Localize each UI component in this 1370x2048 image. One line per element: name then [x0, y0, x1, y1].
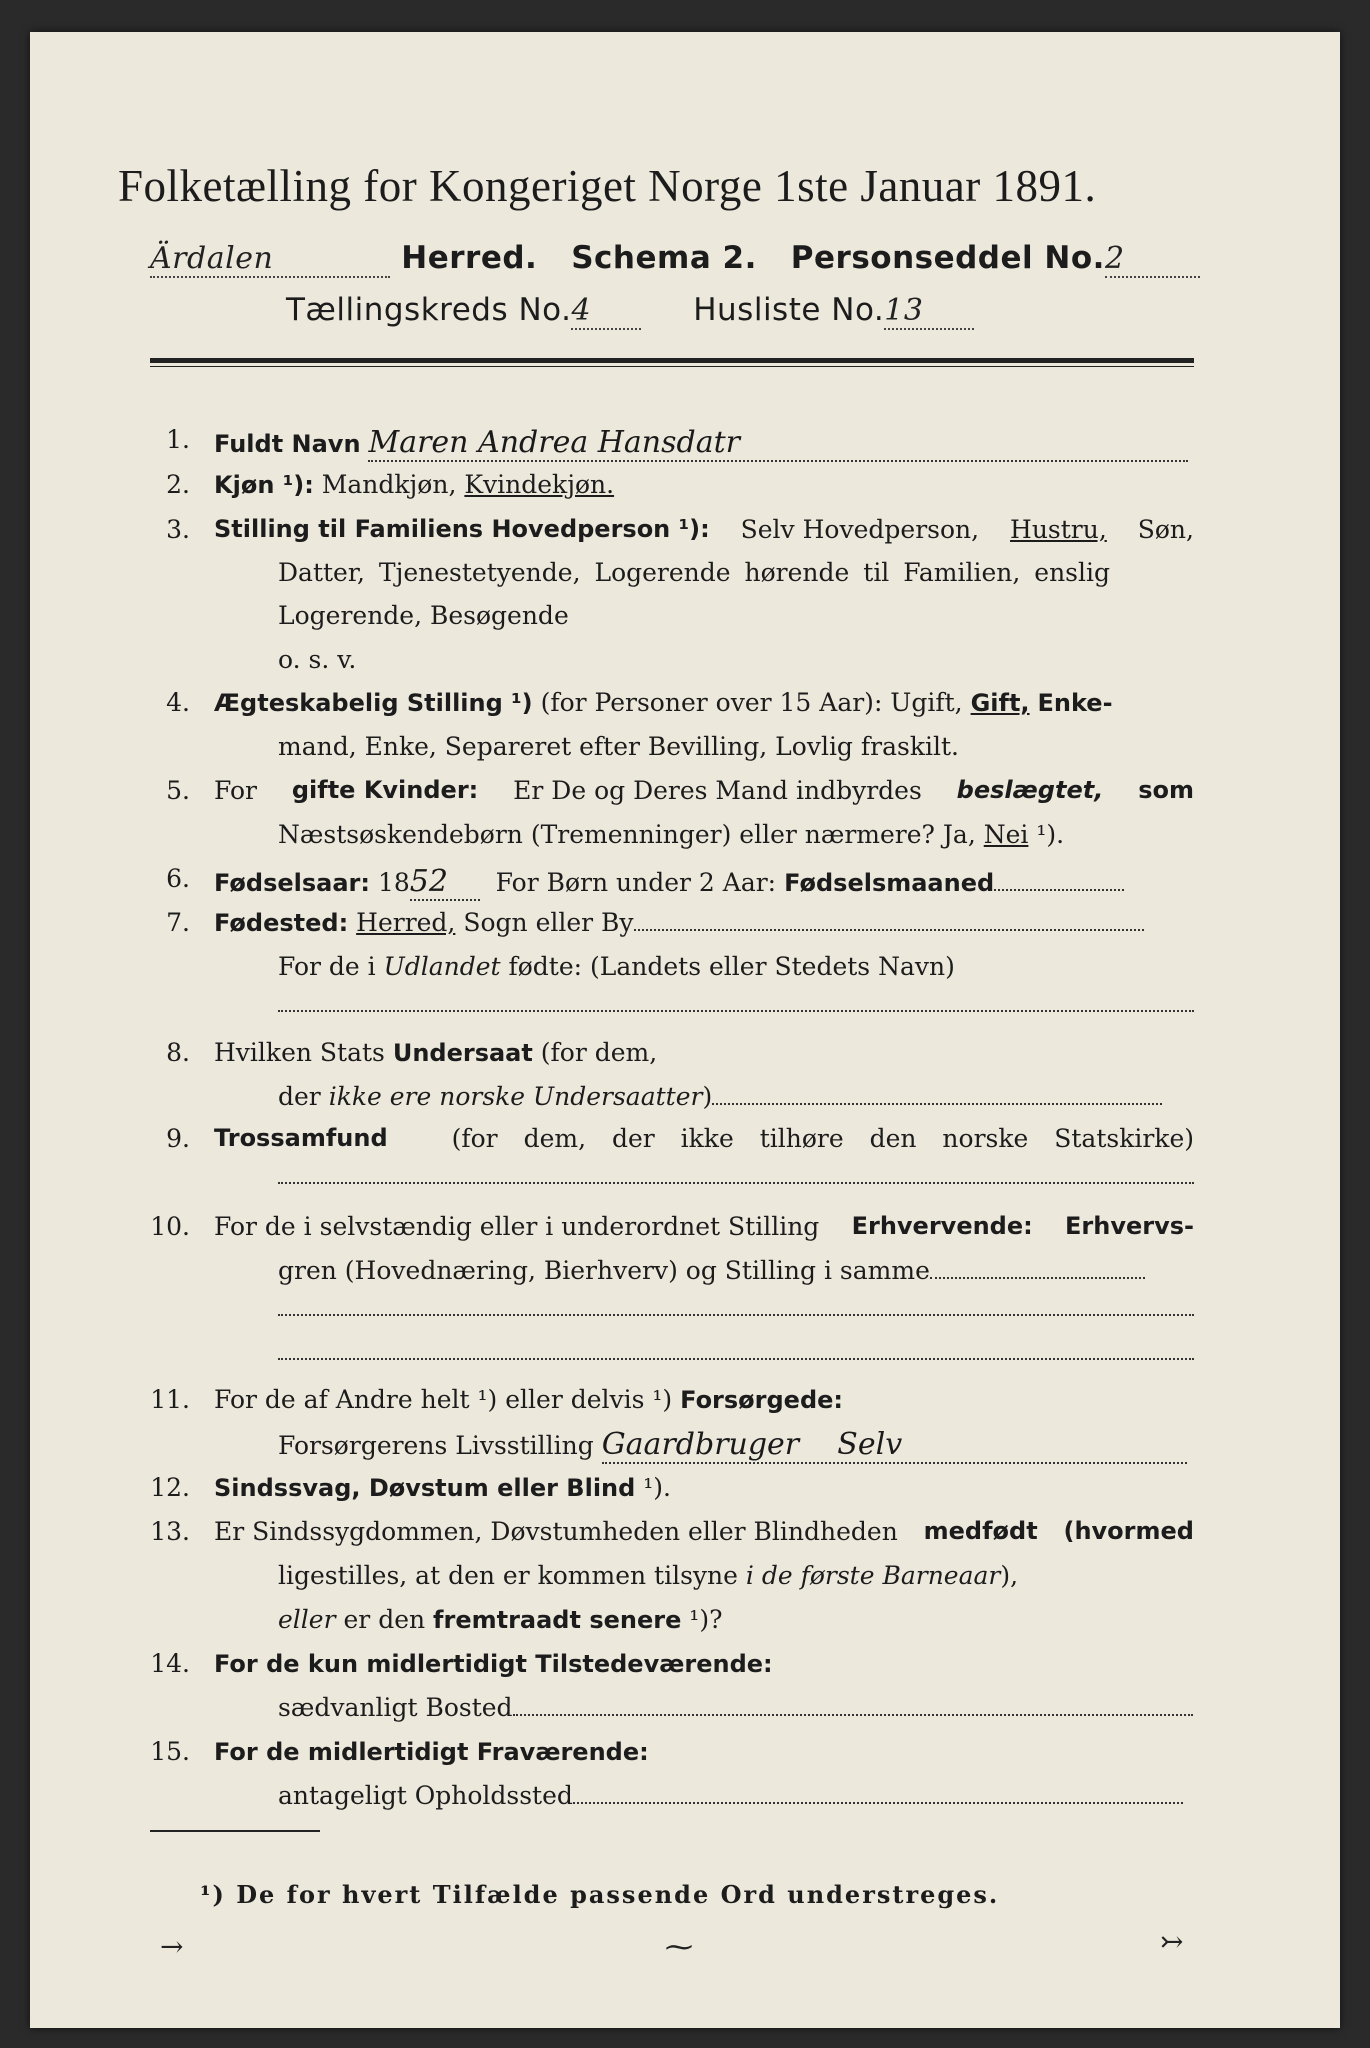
supporter-field[interactable] — [602, 1427, 1187, 1464]
birthmonth-label: Fødselsmaaned — [784, 869, 995, 897]
husliste-label: Husliste No. — [693, 292, 885, 328]
herred-label: Herred. — [401, 240, 538, 276]
usual-residence-field[interactable] — [513, 1714, 1193, 1716]
probable-residence-label: antageligt Opholdssted — [278, 1781, 573, 1810]
personseddel-field[interactable] — [1105, 240, 1200, 278]
birthplace-abroad: Udlandet — [383, 952, 501, 981]
birthyear-prefix: 18 — [377, 868, 410, 897]
occupation-field-2[interactable] — [278, 1314, 1194, 1316]
birthyear-field[interactable] — [410, 864, 480, 901]
occupation-erhvervs: Erhvervs- — [1065, 1212, 1194, 1240]
item-number: 5. — [166, 776, 190, 805]
kinship-for: For — [214, 776, 257, 805]
congenital-footnote-ref: ¹)? — [681, 1605, 723, 1634]
citizenship-label: Undersaat — [392, 1039, 533, 1067]
occupation-field[interactable] — [930, 1277, 1145, 1279]
citizenship-der: der — [278, 1082, 321, 1111]
marital-options[interactable]: (for Personer over 15 Aar): Ugift, — [540, 688, 963, 717]
herred-field[interactable] — [150, 240, 390, 278]
position-option-wife[interactable]: Hustru, — [1010, 515, 1107, 544]
item-12-disability — [214, 1473, 671, 1502]
personseddel-value: 2 — [1104, 241, 1125, 276]
item-number: 3. — [166, 515, 190, 544]
birthplace-line-2 — [278, 952, 955, 981]
item-15-temp-absent — [214, 1737, 649, 1766]
sex-option-male[interactable]: Mandkjøn, — [321, 470, 457, 499]
supported-desc: For de af Andre helt ¹) eller delvis ¹) — [214, 1385, 673, 1414]
position-line-4: o. s. v. — [278, 645, 357, 674]
birthyear-value: 52 — [409, 864, 448, 899]
kinship-married-women: gifte Kvinder: — [291, 776, 479, 804]
kinship-no[interactable]: Nei — [983, 820, 1029, 849]
item-1-full-name — [214, 425, 1194, 462]
temp-present-line-2 — [278, 1693, 1194, 1722]
schema-label: Schema 2. — [571, 240, 757, 276]
herred-line — [150, 240, 1200, 278]
item-number: 6. — [166, 864, 190, 893]
birthplace-label: Fødested: — [214, 909, 349, 937]
full-name-label: Fuldt Navn — [214, 430, 361, 458]
item-number: 10. — [150, 1212, 190, 1241]
congenital-question: Er Sindssygdommen, Døvstumheden eller Blindheden — [214, 1517, 898, 1546]
birthplace-abroad-prefix: For de i — [278, 952, 376, 981]
kreds-field[interactable] — [571, 292, 641, 330]
item-number: 7. — [166, 908, 190, 937]
item-4-marital — [214, 688, 1113, 717]
birthmonth-for: For Børn under 2 Aar: — [495, 868, 777, 897]
supporter-label: Forsørgerens Livsstilling — [278, 1431, 594, 1460]
citizenship-which: Hvilken Stats — [214, 1038, 385, 1067]
item-7-birthplace — [214, 908, 1194, 937]
kinship-yes[interactable]: Næstsøskendebørn (Tremenninger) eller nærmere? Ja, — [278, 820, 976, 849]
congenital-hvormed: (hvormed — [1063, 1517, 1194, 1545]
item-13-congenital — [214, 1517, 1194, 1546]
occupation-field-3[interactable] — [278, 1358, 1194, 1360]
item-number: 9. — [166, 1124, 190, 1153]
congenital-line-2a: ligestilles, at den er kommen tilsyne — [278, 1561, 738, 1590]
kinship-question: Er De og Deres Mand indbyrdes — [513, 776, 922, 805]
form-title: Folketælling for Kongeriget Norge 1ste Januar 1891. — [118, 161, 1097, 211]
item-number: 15. — [150, 1737, 190, 1766]
position-option-head[interactable]: Selv Hovedperson, — [740, 515, 980, 544]
congenital-line-3 — [278, 1605, 723, 1634]
congenital-label: medfødt — [923, 1517, 1038, 1545]
item-number: 14. — [150, 1649, 190, 1678]
usual-residence-label: sædvanligt Bosted — [278, 1693, 513, 1722]
item-2-sex — [214, 470, 614, 499]
citizenship-for: (for dem, — [540, 1038, 658, 1067]
congenital-childhood: i de første Barneaar — [745, 1561, 1001, 1590]
husliste-value: 13 — [884, 293, 924, 328]
kinship-as: som — [1138, 776, 1194, 804]
item-11-supported — [214, 1385, 843, 1414]
religion-label: Trossamfund — [214, 1124, 388, 1152]
congenital-er-den: er den — [343, 1605, 426, 1634]
religion-desc: (for dem, der ikke tilhøre den norske Statskirke) — [451, 1124, 1194, 1153]
sex-label: Kjøn ¹): — [214, 471, 314, 499]
occupation-line-2 — [278, 1256, 1194, 1285]
kreds-value: 4 — [571, 293, 592, 328]
item-number: 4. — [166, 688, 190, 717]
kinship-related: beslægtet, — [956, 776, 1104, 804]
supporter-line — [278, 1427, 1194, 1464]
census-form-sheet — [30, 32, 1340, 2028]
disability-label: Sindssvag, Døvstum eller Blind — [214, 1474, 636, 1502]
temp-present-label: For de kun midlertidigt Tilstedeværende: — [214, 1650, 773, 1678]
kinship-line-2 — [278, 820, 1064, 849]
birthplace-field[interactable] — [634, 929, 1144, 931]
sex-option-female[interactable]: Kvindekjøn. — [464, 470, 615, 499]
footnote-rule — [150, 1830, 320, 1832]
congenital-line-2 — [278, 1561, 1018, 1590]
occupation-desc: For de i selvstændig eller i underordnet Stilling — [214, 1212, 820, 1241]
item-8-citizenship — [214, 1038, 657, 1067]
occupation-line-2-text: gren (Hovednæring, Bierhverv) og Stilling i samme — [278, 1256, 930, 1285]
position-line-2: Datter, Tjenestetyende, Logerende hørende til Familien, enslig — [278, 558, 1111, 587]
item-number: 11. — [150, 1385, 190, 1414]
full-name-value: Maren Andrea Hansdatr — [368, 425, 740, 460]
kinship-footnote-ref: ¹). — [1028, 820, 1065, 849]
kreds-label: Tællingskreds No. — [286, 292, 572, 328]
birthplace-abroad-field[interactable] — [278, 1010, 1194, 1012]
congenital-eller: eller — [278, 1605, 336, 1634]
position-label: Stilling til Familiens Hovedperson ¹): — [214, 515, 710, 543]
marital-option-married[interactable]: Gift, — [970, 689, 1030, 717]
position-option-son[interactable]: Søn, — [1137, 515, 1194, 544]
personseddel-label: Personseddel No. — [790, 240, 1105, 276]
citizenship-not-norwegian: ikke ere norske Undersaatter — [328, 1082, 703, 1111]
item-6-birthyear — [214, 864, 1194, 901]
header-rule — [150, 358, 1194, 363]
item-number: 2. — [166, 470, 190, 499]
probable-residence-field[interactable] — [573, 1802, 1183, 1804]
pin-mark-icon: ⁓ — [665, 1930, 693, 1963]
item-9-religion — [214, 1124, 1194, 1153]
occupation-label: Erhvervende: — [851, 1212, 1033, 1240]
birthplace-option-herred[interactable]: Herred, — [356, 908, 456, 937]
position-line-3: Logerende, Besøgende — [278, 601, 569, 630]
kreds-line — [286, 292, 974, 330]
citizenship-field[interactable] — [712, 1103, 1162, 1105]
birthplace-abroad-suffix: fødte: (Landets eller Stedets Navn) — [508, 952, 955, 981]
supporter-value: Gaardbruger Selv — [601, 1427, 903, 1462]
item-number: 13. — [150, 1517, 190, 1546]
congenital-later: fremtraadt senere — [433, 1606, 682, 1634]
item-5-kinship — [214, 776, 1194, 805]
item-number: 12. — [150, 1473, 190, 1502]
footnote: ¹) De for hvert Tilfælde passende Ord understreges. — [200, 1880, 1000, 1909]
citizenship-line-2 — [278, 1082, 1194, 1111]
birthmonth-field[interactable] — [994, 889, 1124, 891]
pin-mark-icon: ↣ — [1160, 1925, 1184, 1958]
birthyear-label: Fødselsaar: — [214, 869, 370, 897]
religion-field[interactable] — [278, 1182, 1194, 1184]
marital-option-widower[interactable]: Enke- — [1037, 689, 1113, 717]
item-10-occupation — [214, 1212, 1194, 1241]
item-number: 1. — [166, 425, 190, 454]
herred-value: Ärdalen — [150, 241, 274, 276]
citizenship-close: ) — [702, 1082, 713, 1111]
congenital-line-2c: ), — [1000, 1561, 1019, 1590]
temp-absent-line-2 — [278, 1781, 1194, 1810]
full-name-field[interactable] — [368, 425, 1188, 462]
husliste-field[interactable] — [884, 292, 974, 330]
marital-line-2: mand, Enke, Separeret efter Bevilling, Lovlig fraskilt. — [278, 732, 959, 761]
pin-mark-icon: → — [160, 1930, 184, 1963]
supported-label: Forsørgede: — [680, 1386, 844, 1414]
birthplace-option-sogn[interactable]: Sogn eller By — [463, 908, 634, 937]
marital-label: Ægteskabelig Stilling ¹) — [214, 689, 533, 717]
disability-footnote-ref: ¹). — [635, 1473, 671, 1502]
temp-absent-label: For de midlertidigt Fraværende: — [214, 1738, 649, 1766]
item-14-temp-present — [214, 1649, 773, 1678]
header-rule-thin — [150, 366, 1194, 367]
item-number: 8. — [166, 1038, 190, 1067]
item-3-position — [214, 515, 1194, 544]
